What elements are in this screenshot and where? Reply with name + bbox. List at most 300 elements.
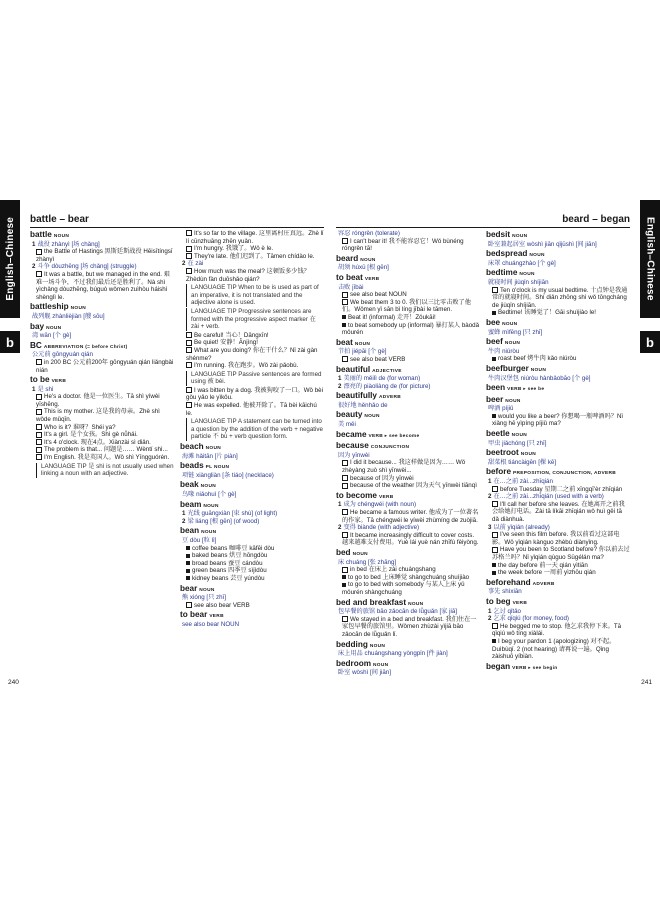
entry-headline — [180, 461, 324, 472]
entry-headline — [180, 500, 324, 511]
example-sentence — [36, 271, 174, 301]
sense-number: 1 — [32, 385, 36, 393]
translation: 熊 xióng [只 zhī] — [182, 594, 227, 602]
phrase-bullet-icon — [492, 639, 496, 643]
phrase-bullet-icon — [342, 315, 346, 319]
translation: 很好地 hěnhǎo de — [338, 401, 388, 409]
part-of-speech: NOUN — [373, 662, 389, 668]
sense-line — [182, 518, 324, 526]
phrase — [342, 314, 480, 322]
phrase-text: broad beans 蚕豆 cándòu — [192, 559, 263, 567]
example-bullet-icon — [36, 271, 42, 277]
entry-headline — [336, 391, 480, 402]
entry-headline — [486, 467, 630, 478]
page-number: 241 — [641, 679, 652, 686]
dictionary-entry — [30, 322, 174, 340]
example-text: It's so far to the village. 这里离村庄真远。Zhè lǐ lí cūnzhuāng zhēn yuǎn. — [186, 230, 324, 245]
entry-headline — [486, 383, 630, 394]
entry-headline — [486, 230, 630, 241]
translation: 光线 guāngxiàn [束 shù] (of light) — [187, 510, 278, 518]
phrase-bullet-icon — [186, 561, 190, 565]
sense-line — [488, 588, 630, 596]
sense-number: 1 — [338, 375, 342, 383]
example-bullet-icon — [186, 402, 192, 408]
phrase-text: baked beans 烘豆 hōngdòu — [192, 552, 268, 560]
example-sentence — [342, 291, 480, 299]
example-sentence — [492, 501, 630, 524]
example-text: see also bear VERB — [194, 601, 250, 609]
headword: because — [336, 441, 369, 451]
headword: battle — [30, 230, 52, 239]
translation: 乞求 qǐqiú (for money, food) — [493, 615, 569, 623]
example-bullet-icon — [342, 299, 348, 305]
example-text: before Tuesday 星期二之前 xīngqī'èr zhīqián — [500, 485, 623, 493]
sense-line — [488, 279, 630, 287]
dictionary-entry — [336, 365, 480, 391]
dictionary-entry — [336, 640, 480, 658]
example-sentence — [492, 623, 630, 638]
entry-headline — [336, 491, 480, 502]
sense-line — [338, 264, 480, 272]
part-of-speech: NOUN — [519, 272, 535, 278]
example-bullet-icon — [36, 432, 42, 438]
entry-headline — [30, 375, 174, 386]
example-text: in 200 BC 公元前200年 gōngyuán qián liǎngbǎi nián — [36, 358, 174, 374]
translation: 事先 shìxiān — [488, 588, 522, 596]
translation: 海滩 hǎitān [片 piàn] — [182, 452, 238, 460]
phrase-text: coffee beans 咖啡豆 kāfēi dòu — [192, 544, 275, 552]
example-sentence — [36, 359, 174, 374]
dictionary-entry — [486, 448, 630, 466]
example-bullet-icon — [492, 486, 498, 492]
sense-line — [32, 263, 174, 271]
phrase-bullet-icon — [186, 546, 190, 550]
dictionary-entry — [180, 442, 324, 460]
example-text: I'll call her before she leaves. 在她离开之前我会给她打电话。Zài tā líkāi zhīqián wǒ huì gěi tā dǎ diànhuà. — [492, 500, 625, 523]
entry-headline — [180, 526, 324, 537]
part-of-speech: ADVERB — [378, 395, 402, 401]
example-sentence — [36, 393, 174, 408]
part-of-speech: CONJUNCTION — [370, 445, 410, 451]
sense-line — [488, 375, 630, 383]
entry-columns — [336, 230, 630, 720]
translation: 因为 yīnwèi — [338, 451, 370, 459]
sense-number: 1 — [182, 510, 186, 518]
phrase-bullet-icon — [186, 554, 190, 558]
dictionary-entry — [336, 491, 480, 547]
sense-number: 1 — [488, 607, 492, 615]
dictionary-entry — [486, 578, 630, 596]
dictionary-entry — [336, 254, 480, 272]
phrase-text: the week before 一周前 yìzhōu qián — [498, 569, 596, 577]
entry-headline — [336, 273, 480, 284]
headword: before — [486, 467, 512, 477]
example-bullet-icon — [36, 359, 42, 365]
dictionary-entry — [336, 441, 480, 490]
example-bullet-icon — [492, 532, 498, 538]
translation: 成为 chéngwéi (with noun) — [343, 501, 417, 509]
example-sentence — [342, 238, 480, 253]
part-of-speech: NOUN — [505, 398, 521, 404]
example-bullet-icon — [492, 501, 498, 507]
translation: 床罩 chuángzhào [个 gè] — [488, 259, 556, 267]
example-sentence — [36, 248, 174, 263]
part-of-speech: NOUN — [352, 551, 368, 557]
translation: 蜜蜂 mìfēng [只 zhī] — [488, 328, 543, 336]
part-of-speech: NOUN — [203, 503, 219, 509]
example-bullet-icon — [36, 439, 42, 445]
example-sentence — [36, 408, 174, 423]
sense-number: 1 — [32, 240, 36, 248]
dictionary-entry — [180, 230, 324, 331]
dictionary-entry — [486, 383, 630, 394]
translation: 战列舰 zhànlièjiàn [艘 sōu] — [32, 312, 105, 320]
sense-line — [338, 421, 480, 429]
sense-line — [338, 383, 480, 391]
example-text: It became increasingly difficult to cover costs. 越来越难支付费用。Yuè lái yuè nán zhīfù fèiyòng. — [342, 531, 479, 547]
sense-number: 2 — [488, 615, 492, 623]
phrase-text: I beg your pardon 1 (apologizing) 对不起。Duìbùqǐ. 2 (not hearing) 请再说一遍。Qǐng zàishuō yíbiàn. — [492, 637, 616, 661]
example-bullet-icon — [186, 246, 192, 252]
example-text: It's 4 o'clock. 现在4点。Xiànzài sì diǎn. — [44, 438, 151, 446]
headword: bay — [30, 321, 45, 331]
part-of-speech: VERB ▸ see begin — [512, 665, 558, 671]
headword: BC — [30, 340, 42, 350]
entry-headline — [180, 442, 324, 453]
example-sentence — [342, 482, 480, 490]
phrase-bullet-icon — [342, 575, 346, 579]
translation: 在 zài — [187, 260, 204, 268]
entry-headline — [336, 640, 480, 651]
sense-line — [338, 402, 480, 410]
example-sentence — [186, 602, 324, 610]
entry-headline — [30, 322, 174, 333]
example-text: I've seen this film before. 我以前看过这部电影。Wǒ yǐqián kànguo zhèbù diànyǐng. — [492, 531, 620, 546]
example-text: Be quiet! 安静！Ānjìng! — [194, 339, 258, 347]
example-bullet-icon — [36, 447, 42, 453]
headword: to bear — [180, 610, 208, 620]
translation: 容忍 róngrěn (tolerate) — [338, 230, 400, 237]
entry-headline — [336, 548, 480, 559]
example-sentence — [36, 431, 174, 439]
dictionary-entry — [180, 480, 324, 498]
translation: 包早餐的旅馆 bāo zǎocān de lǚguǎn [家 jiā] — [338, 608, 457, 616]
entry-headline — [486, 249, 630, 260]
translation: 在…之前 zài...zhīqián — [493, 478, 553, 486]
example-sentence — [492, 546, 630, 561]
example-text: How much was the meal? 这顿饭多少钱？Zhèdùn fàn duōshǎo qián? — [186, 267, 310, 283]
example-bullet-icon — [186, 362, 192, 368]
translation: 项链 xiàngliàn [条 tiáo] (necklace) — [182, 471, 274, 479]
translation: 乞讨 qǐtǎo — [493, 607, 521, 615]
part-of-speech: NOUN — [511, 433, 527, 439]
entry-headline — [336, 410, 480, 421]
example-sentence — [342, 509, 480, 524]
translation: 战役 zhànyì [场 chǎng] — [37, 240, 100, 248]
sense-line — [488, 493, 630, 501]
phrase — [492, 569, 630, 577]
dictionary-entry — [486, 395, 630, 428]
example-text: He's a doctor. 他是一位医生。Tā shì yíwèi yīshēng. — [36, 393, 160, 408]
phrase-text: kidney beans 芸豆 yúndòu — [192, 574, 265, 582]
running-header: battle – bear — [30, 214, 89, 225]
entry-headline — [336, 441, 480, 452]
entry-headline — [180, 584, 324, 595]
entry-headline — [486, 448, 630, 459]
headword: beak — [180, 480, 199, 490]
translation: 床上用品 chuángshang yòngpǐn [件 jiàn] — [338, 650, 448, 658]
example-sentence — [342, 356, 480, 364]
part-of-speech: NOUN — [520, 452, 537, 458]
example-bullet-icon — [186, 253, 192, 259]
sense-number: 2 — [488, 493, 492, 501]
translation: 是 shì — [37, 385, 54, 393]
right-page — [330, 200, 660, 720]
headword: beard — [336, 253, 359, 263]
phrase-text: would you like a beer? 你想喝一瓶啤酒吗？Nǐ xiǎng hē yìpíng píjiǔ ma? — [492, 412, 623, 428]
language-tip: LANGUAGE TIP Passive sentences are formed using 被 bèi. — [186, 371, 324, 386]
sense-line — [338, 524, 480, 532]
part-of-speech: NOUN — [529, 253, 545, 259]
dictionary-entry — [486, 429, 630, 447]
example-text: We beat them 3 to 0. 我们以三比零击败了他们。Wǒmen yǐ sān bǐ líng jībài le tāmen. — [342, 298, 471, 314]
sense-number: 1 — [338, 501, 342, 509]
entry-column — [30, 230, 174, 720]
example-text: see also beat VERB — [350, 355, 406, 363]
example-text: This is my mother. 这是我的母亲。Zhè shì wǒde mǔqīn. — [36, 408, 160, 424]
dictionary-entry — [30, 341, 174, 374]
phrase-bullet-icon — [342, 583, 346, 587]
example-text: I was bitten by a dog. 我被狗咬了一口。Wǒ bèi gǒu yǎo le yìkǒu. — [186, 386, 323, 402]
example-sentence — [492, 531, 630, 546]
letter-tab: b — [640, 331, 660, 353]
translation: 湾 wān [个 gè] — [32, 332, 72, 340]
example-text: I did it because... 我这样做是因为…… Wǒ zhèyàng zuò shì yīnwèi... — [342, 459, 466, 475]
example-text: I'm hungry. 我饿了。Wǒ è le. — [194, 245, 274, 253]
dictionary-entry — [336, 598, 480, 639]
translation: 节拍 jiépāi [个 gè] — [338, 348, 387, 356]
sense-number: 3 — [488, 523, 492, 531]
translation: 卧室 wòshì [间 jiān] — [338, 669, 391, 677]
example-bullet-icon — [186, 347, 192, 353]
translation: 卧室兼起居室 wòshì jiān qǐjūshì [间 jiān] — [488, 240, 597, 248]
example-sentence — [186, 339, 324, 347]
language-tip: LANGUAGE TIP Progressive sentences are formed with the progressive aspect marker 在 zài + verb. — [186, 308, 324, 331]
sense-line — [338, 348, 480, 356]
headword: bean — [180, 526, 200, 536]
example-bullet-icon — [342, 509, 348, 515]
headword: to beg — [486, 596, 511, 606]
dictionary-entry — [486, 597, 630, 661]
sense-line — [338, 501, 480, 509]
phrase-text: to go to bed 上床睡觉 shàngchuáng shuìjiào — [348, 573, 470, 581]
example-text: It was a battle, but we managed in the end. 艰难一场斗争，不过我们最后还是胜利了。Nà shì yìchǎng dòuzhēng, búguò wǒmen zuìhòu háishì shènglì le. — [36, 270, 170, 301]
part-of-speech: VERB ▸ see be — [507, 387, 545, 393]
sense-number: 2 — [338, 524, 342, 532]
entry-headline — [336, 598, 480, 609]
sense-line — [338, 375, 480, 383]
example-sentence — [186, 387, 324, 402]
example-sentence — [186, 245, 324, 253]
phrase-bullet-icon — [492, 563, 496, 567]
translation: 豆 dòu [粒 lì] — [182, 536, 217, 544]
entry-headline — [180, 610, 324, 621]
dictionary-entry — [486, 467, 630, 576]
sense-number: 2 — [182, 517, 186, 525]
example-sentence — [342, 566, 480, 574]
dictionary-entry — [336, 391, 480, 409]
language-tip: LANGUAGE TIP A statement can be turned into a question by the addition of the verb + negative particle 不 bù + verb question form. — [186, 418, 324, 441]
example-text: What are you doing? 你在干什么？Nǐ zài gàn shénme? — [186, 346, 318, 362]
example-text: Have you been to Scotland before? 你以前去过苏格兰吗？Nǐ yǐqián qùguo Sūgélán ma? — [492, 546, 630, 561]
headword: beef — [486, 337, 503, 347]
dictionary-entry — [30, 230, 174, 301]
headword: been — [486, 383, 506, 393]
headword: battleship — [30, 302, 69, 312]
part-of-speech: NOUN — [200, 484, 216, 490]
example-text: because of the weather 因为天气 yīnwèi tiānqì — [350, 482, 477, 490]
section-side-tab-label: English–Chinese — [644, 217, 656, 301]
part-of-speech: NOUN — [205, 446, 221, 452]
part-of-speech: NOUN — [46, 325, 62, 331]
example-text: They're late. 他们迟到了。Tāmen chídào le. — [194, 252, 315, 260]
phrase-bullet-icon — [186, 576, 190, 580]
sense-number: 2 — [182, 260, 186, 268]
part-of-speech: NOUN — [408, 601, 424, 607]
example-bullet-icon — [186, 332, 192, 338]
sense-line — [488, 241, 630, 249]
phrase — [342, 581, 480, 596]
example-text: He became a famous writer. 他成为了一位著名的作家。Tā chéngwéi le yíwèi zhùmíng de zuòjiā. — [342, 509, 479, 524]
part-of-speech: VERB — [512, 600, 528, 606]
example-bullet-icon — [342, 460, 348, 466]
example-text: Ten o'clock is my usual bedtime. 十点钟是我通常的就寝时间。Shí diǎn zhōng shì wǒ tōngcháng de jiùqǐn shíjiān. — [492, 286, 628, 309]
headword: beetroot — [486, 448, 519, 458]
entry-column — [486, 230, 630, 720]
entry-headline — [30, 302, 174, 313]
headword: began — [486, 661, 511, 671]
part-of-speech: NOUN — [369, 643, 386, 649]
example-text: Who is it? 谁呀？Shéi ya? — [44, 423, 116, 431]
example-text: because of 因为 yīnwèi — [350, 474, 414, 482]
part-of-speech: NOUN — [502, 321, 518, 327]
sense-line — [182, 594, 324, 602]
translation: 胡须 húxū [根 gēn] — [338, 264, 389, 272]
example-bullet-icon — [186, 387, 192, 393]
entry-headline — [30, 230, 174, 241]
sense-line — [182, 621, 324, 629]
phrase — [186, 567, 324, 575]
dictionary-entry — [486, 268, 630, 317]
example-sentence — [186, 347, 324, 362]
example-bullet-icon — [342, 475, 348, 481]
dictionary-entry — [486, 318, 630, 336]
example-sentence — [186, 253, 324, 261]
example-sentence — [342, 459, 480, 474]
dictionary-entry — [30, 375, 174, 478]
part-of-speech: VERB — [51, 379, 67, 385]
headword: bedspread — [486, 249, 528, 259]
dictionary-entry — [180, 332, 324, 386]
part-of-speech: NOUN — [199, 587, 215, 593]
sense-line — [488, 260, 630, 268]
sense-line — [338, 230, 480, 238]
dictionary-entry — [180, 500, 324, 526]
phrase-text: to go to bed with somebody 与某人上床 yǔ mǒurén shàngchuáng — [342, 581, 465, 596]
example-bullet-icon — [186, 340, 192, 346]
section-side-tab — [640, 200, 660, 318]
phrase-text: Bedtime! 该睡觉了！Gāi shuìjiào le! — [498, 309, 597, 317]
example-text: I can't bear it! 我不能容忍它！Wǒ bùnéng róngrěn tā! — [342, 237, 464, 253]
page-number: 240 — [8, 679, 19, 686]
example-sentence — [186, 402, 324, 417]
headword: beam — [180, 499, 202, 509]
example-sentence — [186, 268, 324, 283]
headword: beautiful — [336, 364, 371, 374]
example-sentence — [186, 362, 324, 370]
headword: to be — [30, 375, 50, 385]
entry-headline — [486, 578, 630, 589]
part-of-speech: NOUN — [530, 367, 547, 373]
language-tip: LANGUAGE TIP When to be is used as part of an imperative, it is not translated and the adjective alone is used. — [186, 284, 324, 307]
running-header: beard – began — [562, 214, 630, 225]
example-text: The problem is that... 问题是…… Wèntí shì... — [44, 446, 168, 454]
example-text: I'm running. 我在跑步。Wǒ zài pǎobù. — [194, 362, 299, 370]
phrase — [492, 638, 630, 661]
section-side-tab — [0, 200, 20, 318]
example-text: I'm English. 我是英国人。Wǒ shì Yīngguórén. — [44, 454, 170, 462]
sense-number: 2 — [338, 382, 342, 390]
entry-headline — [486, 268, 630, 279]
entry-headline — [486, 337, 630, 348]
entry-headline — [336, 659, 480, 670]
phrase-bullet-icon — [492, 571, 496, 575]
part-of-speech: ADJECTIVE — [372, 368, 402, 374]
translation: 公元前 gōngyuán qián — [32, 351, 93, 359]
headword: beetle — [486, 429, 510, 439]
headword: bedding — [336, 639, 368, 649]
translation: 鸟喙 niǎohuì [个 gè] — [182, 491, 237, 498]
sense-line — [182, 453, 324, 461]
example-sentence — [36, 446, 174, 454]
dictionary-entry — [336, 410, 480, 428]
translation: 斗争 dòuzhēng [场 chǎng] (struggle) — [37, 263, 137, 271]
phrase — [492, 413, 630, 428]
translation: 在…之前 zài...zhīqián (used with a verb) — [493, 493, 604, 501]
section-side-tab-label: English–Chinese — [4, 217, 16, 301]
translation: 甲虫 jiǎchóng [只 zhī] — [488, 439, 547, 447]
sense-line — [182, 260, 324, 268]
dictionary-entry — [180, 461, 324, 479]
part-of-speech: VERB — [209, 614, 224, 620]
dictionary-entry — [180, 584, 324, 610]
translation: 啤酒 píjiǔ — [488, 405, 514, 413]
dictionary-entry — [180, 610, 324, 628]
example-bullet-icon — [342, 356, 348, 362]
headword: became — [336, 429, 367, 439]
translation: 牛肉汉堡包 niúròu hànbǎobāo [个 gè] — [488, 374, 591, 382]
translation: 美丽的 měilì de (for woman) — [343, 375, 421, 383]
part-of-speech: ABBREVIATION (= before Christ) — [43, 344, 128, 350]
sense-line — [488, 615, 630, 623]
part-of-speech: NOUN — [364, 414, 380, 420]
entry-headline — [30, 341, 174, 352]
dictionary-entry — [486, 230, 630, 248]
sense-line — [182, 491, 324, 499]
phrase — [186, 552, 324, 560]
example-sentence — [36, 454, 174, 462]
part-of-speech: NOUN — [354, 341, 371, 347]
